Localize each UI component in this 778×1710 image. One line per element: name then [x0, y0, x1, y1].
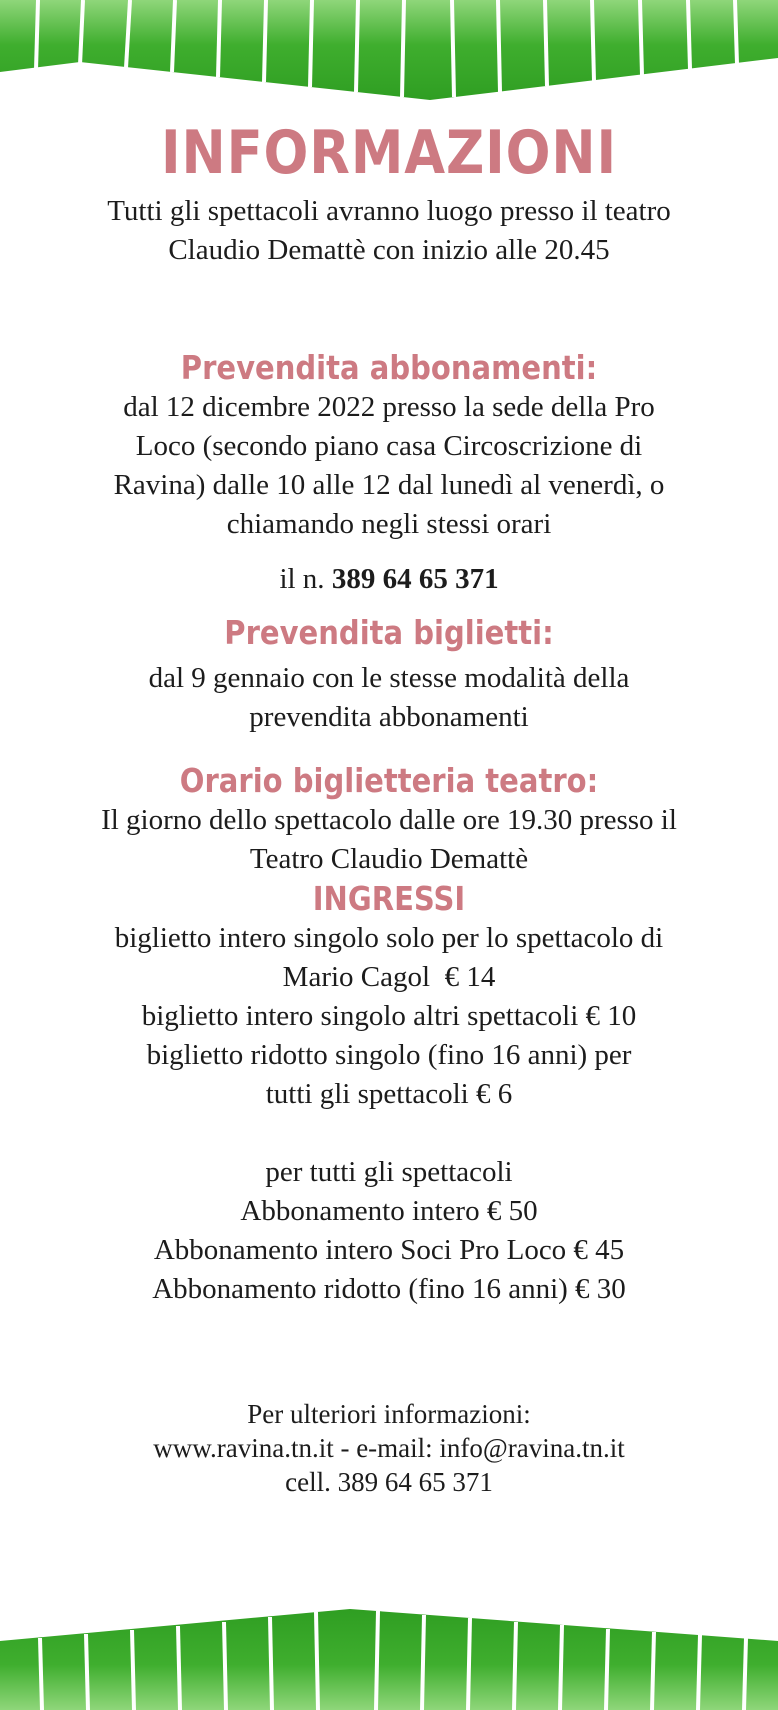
page-title: INFORMAZIONI — [160, 118, 618, 188]
price-line: biglietto intero singolo solo per lo spettacolo di — [114, 922, 664, 954]
price-line: Mario Cagol € 14 — [282, 961, 496, 993]
phone-prefix: il n. — [279, 563, 332, 595]
info-content — [0, 118, 778, 1499]
text-line: prevendita abbonamenti — [249, 701, 529, 733]
price-line: per tutti gli spettacoli — [265, 1156, 513, 1188]
text-line: dal 12 dicembre 2022 presso la sede della Pro — [123, 391, 655, 423]
contact-line: Per ulteriori informazioni: — [247, 1399, 531, 1429]
text-line: Ravina) dalle 10 alle 12 dal lunedì al venerdì, o — [113, 469, 665, 501]
prevendita-biglietti-text — [0, 659, 778, 737]
price-line: Abbonamento intero Soci Pro Loco € 45 — [153, 1234, 625, 1266]
section-heading-ingressi: INGRESSI — [312, 879, 466, 918]
section-heading-prevendita-abbonamenti: Prevendita abbonamenti: — [180, 348, 598, 387]
section-heading-orario-biglietteria: Orario biglietteria teatro: — [179, 761, 599, 800]
phone-number: 389 64 65 371 — [331, 563, 499, 595]
contact-line: www.ravina.tn.it - e-mail: info@ravina.tn.it — [153, 1433, 625, 1463]
price-line: Abbonamento intero € 50 — [240, 1195, 538, 1227]
text-line: Teatro Claudio Demattè — [249, 843, 529, 875]
phone-line — [0, 560, 778, 599]
text-line: Il giorno dello spettacolo dalle ore 19.30 presso il — [101, 804, 677, 836]
section-heading-prevendita-biglietti: Prevendita biglietti: — [224, 613, 554, 652]
text-line: dal 9 gennaio con le stesse modalità della — [148, 662, 630, 694]
price-line: biglietto ridotto singolo (fino 16 anni) per — [146, 1039, 632, 1071]
price-line: tutti gli spettacoli € 6 — [265, 1078, 513, 1110]
text-line: Loco (secondo piano casa Circoscrizione di — [135, 430, 643, 462]
top-green-stripe-decoration — [0, 0, 778, 105]
text-line: chiamando negli stessi orari — [226, 508, 552, 540]
bottom-green-stripe-decoration — [0, 1605, 778, 1710]
intro-line: Claudio Demattè con inizio alle 20.45 — [168, 234, 610, 266]
intro-text — [0, 192, 778, 270]
orario-biglietteria-text — [0, 801, 778, 879]
ingressi-prices-text — [0, 919, 778, 1114]
price-line: Abbonamento ridotto (fino 16 anni) € 30 — [152, 1273, 626, 1305]
abbonamenti-prices-text — [0, 1153, 778, 1309]
contact-line: cell. 389 64 65 371 — [285, 1467, 493, 1497]
intro-line: Tutti gli spettacoli avranno luogo presso il teatro — [107, 195, 671, 227]
prevendita-abbonamenti-text — [0, 388, 778, 544]
contact-info — [0, 1397, 778, 1499]
price-line: biglietto intero singolo altri spettacoli € 10 — [141, 1000, 637, 1032]
